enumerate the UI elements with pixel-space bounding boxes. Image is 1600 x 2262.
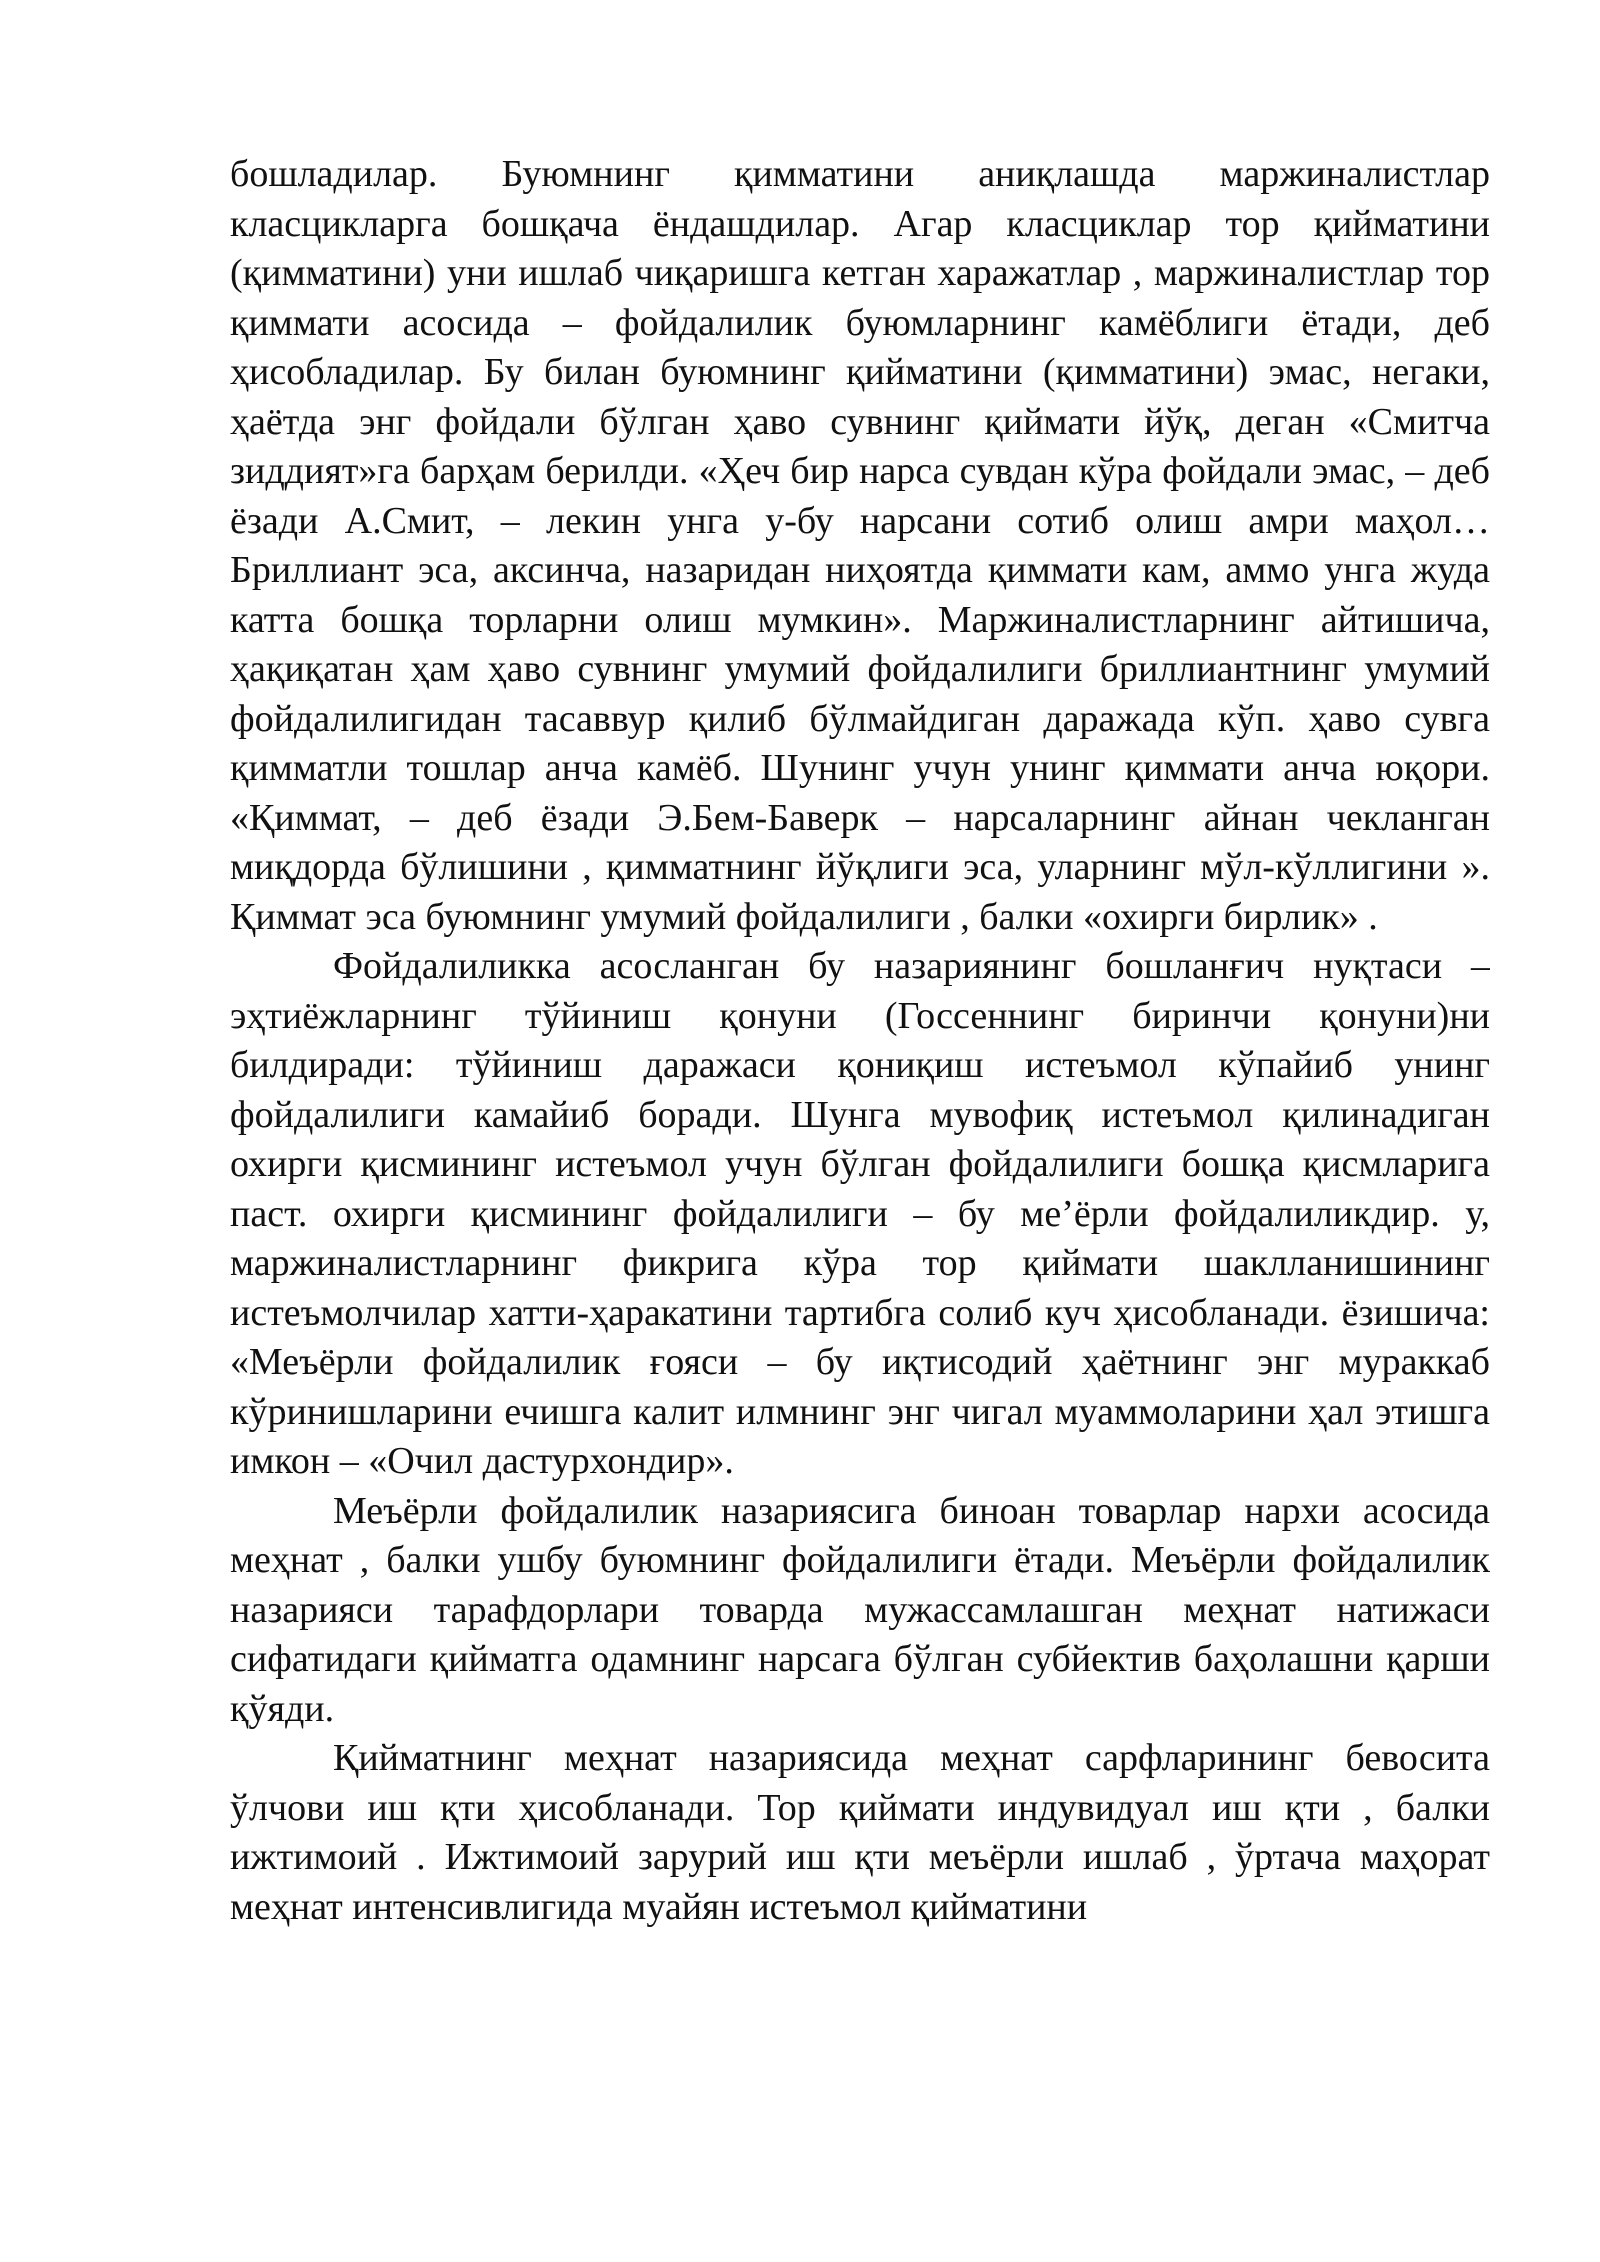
document-page xyxy=(230,150,1490,2150)
paragraph: Қийматнинг меҳнат назариясида меҳнат сарфларининг бевосита ўлчови иш қти ҳисобланади. Тор қиймати индувидуал иш қти , балки ижтимоий . Ижтимоий зарурий иш қти меъёрли ишлаб , ўртача маҳорат меҳнат интенсивлигида муайян истеъмол қийматини xyxy=(230,1737,1490,1928)
paragraph: Фойдалиликка асосланган бу назариянинг бошланғич нуқтаси – эҳтиёжларнинг тўйиниш қонуни (Госсеннинг биринчи қонуни)ни билдиради: тўйиниш даражаси қониқиш истеъмол кўпайиб унинг фойдалилиги камайиб боради. Шунга мувофиқ истеъмол қилинадиган охирги қисмининг истеъмол учун бўлган фойдалилиги бошқа қисмларига паст. охирги қисмининг фойдалилиги – бу ме’ёрли фойдалиликдир. у, маржиналистларнинг фикрига кўра тор қиймати шаклланишининг истеъмолчилар хатти-ҳаракатини тартибга солиб куч ҳисобланади. ёзишича: «Меъёрли фойдалилик ғояси – бу иқтисодий ҳаётнинг энг мураккаб кўринишларини ечишга калит илмнинг энг чигал муаммоларини ҳал этишга имкон – «Очил дастурхондир». xyxy=(230,945,1490,1482)
paragraph: бошладилар. Буюмнинг қимматини аниқлашда маржиналистлар класцикларга бошқача ёндашдилар. Агар класциклар тор қийматини (қимматини) уни ишлаб чиқаришга кетган харажатлар , маржиналистлар тор қиммати асосида – фойдалилик буюмларнинг камёблиги ётади, деб ҳисобладилар. Бу билан буюмнинг қийматини (қимматини) эмас, негаки, ҳаётда энг фойдали бўлган ҳаво сувнинг қиймати йўқ, деган «Смитча зиддият»га барҳам берилди. «Ҳеч бир нарса сувдан кўра фойдали эмас, – деб ёзади А.Смит, – лекин унга у-бу нарсани сотиб олиш амри маҳол… Бриллиант эса, аксинча, назаридан ниҳоятда қиммати кам, аммо унга жуда катта бошқа торларни олиш мумкин». Маржиналистларнинг айтишича, ҳақиқатан ҳам ҳаво сувнинг умумий фойдалилиги бриллиантнинг умумий фойдалилигидан тасаввур қилиб бўлмайдиган даражада кўп. ҳаво сувга қимматли тошлар анча камёб. Шунинг учун унинг қиммати анча юқори. «Қиммат, – деб ёзади Э.Бем-Баверк – нарсаларнинг айнан чекланган миқдорда бўлишини , қимматнинг йўқлиги эса, уларнинг мўл-кўллигини ». Қиммат эса буюмнинг умумий фойдалилиги , балки «охирги бирлик» . xyxy=(230,153,1490,938)
paragraph: Меъёрли фойдалилик назариясига биноан товарлар нархи асосида меҳнат , балки ушбу буюмнинг фойдалилиги ётади. Меъёрли фойдалилик назарияси тарафдорлари товарда мужассамлашган меҳнат натижаси сифатидаги қийматга одамнинг нарсага бўлган субйектив баҳолашни қарши қўяди. xyxy=(230,1489,1490,1730)
